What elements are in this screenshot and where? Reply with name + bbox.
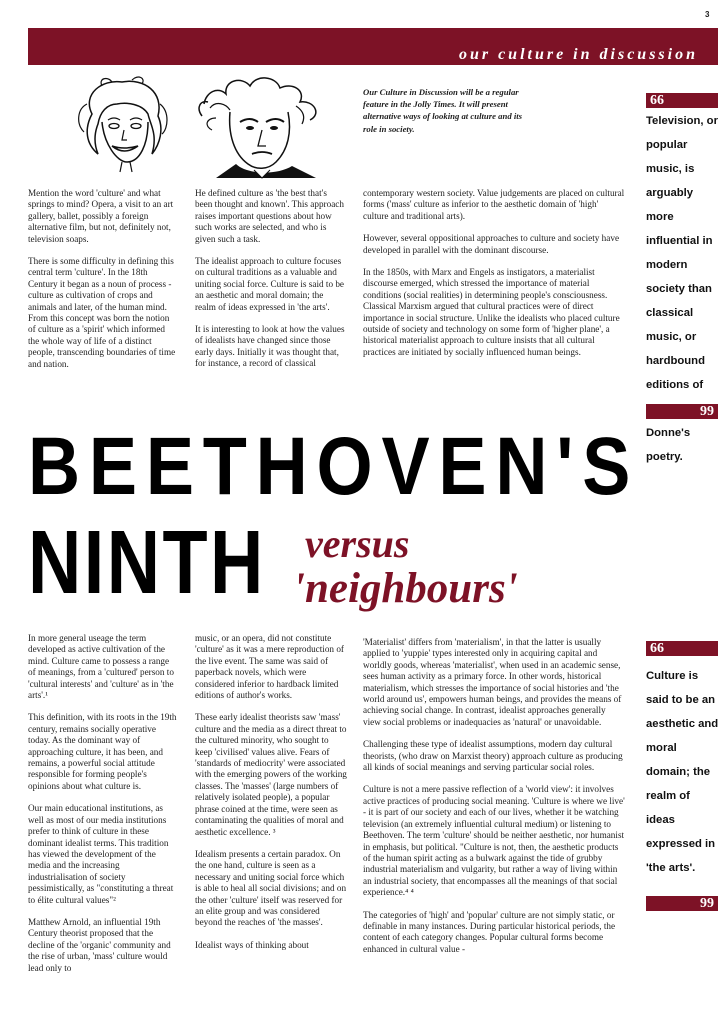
close-quote-icon: 99 bbox=[700, 896, 714, 911]
paragraph: Our main educational institutions, as well as most of our media institutions prefer to think of culture in these dominant idealist terms. This tradition has viewed the development of the media and the increasing industrialisation of society pessimistically, as "constituting a threat to élite cultural values"² bbox=[28, 803, 174, 905]
bottom-column-1 bbox=[28, 633, 178, 985]
bottom-column-2 bbox=[195, 633, 347, 962]
pull-quote-close-mark bbox=[646, 404, 718, 419]
paragraph: Challenging these type of idealist assumptions, modern day cultural theorists, (who draw on Marxist theory) approach culture as producing all kinds of social meanings and serving particular social roles. bbox=[363, 739, 623, 773]
page-number: 3 bbox=[705, 10, 710, 19]
paragraph: He defined culture as 'the best that's been thought and known'. This approach raises important questions about how such works are selected, and who is given such a task. bbox=[195, 188, 344, 244]
paragraph: music, or an opera, did not constitute 'culture' as it was a mere reproduction of the live event. The same was said of paperback novels, which were considered inferior to hardback limited editions of author's works. bbox=[195, 633, 344, 701]
paragraph: There is some difficulty in defining this central term 'culture'. In the 18th Century it began as a noun of process - culture as cultivation of crops and animals and later, of the human mind. From this concept was born the notion of culture as a 'spirit' which informed the whole way of life of a distinct people, transcending boundaries of time and nation. bbox=[28, 256, 176, 369]
intro-blurb: Our Culture in Discussion will be a regular feature in the Jolly Times. It will present alternative ways of looking at culture and its role in society. bbox=[363, 87, 523, 134]
pull-quote-open-mark bbox=[646, 93, 718, 108]
paragraph: However, several oppositional approaches to culture and society have developed in parallel with the dominant discourse. bbox=[363, 233, 620, 255]
pull-quote-1: Television, or popular music, is arguably more influential in modern society than classical music, or hardbound editions of Donne's poetry. bbox=[646, 115, 718, 463]
paragraph: contemporary western society. Value judgements are placed on cultural forms ('mass' culture as inferior to the aesthetic domain of 'high' culture and traditional arts). bbox=[363, 188, 625, 221]
beethoven-caricature-illustration bbox=[196, 74, 331, 179]
paragraph: Idealism presents a certain paradox. On the one hand, culture is seen as a necessary and uniting social force which is able to heal all social divisions; and on the other 'culture' itself was reserved for an elite group and was considered beyond the reaches of 'the masses'. bbox=[195, 848, 347, 928]
headline-beethovens: BEETHOVEN'S bbox=[28, 421, 640, 512]
section-banner bbox=[28, 28, 718, 65]
paragraph: Mention the word 'culture' and what springs to mind? Opera, a visit to an art gallery, ballet, possibly a foreign alternative film, but not, definitely not, television soaps. bbox=[28, 188, 174, 244]
close-quote-icon: 99 bbox=[700, 404, 714, 419]
pull-quote-open-mark bbox=[646, 641, 718, 656]
paragraph: The idealist approach to culture focuses on cultural traditions as a valuable and uniting social force. Culture is said to be an aesthetic and moral domain; the realm of ideas expressed in 'the arts'. bbox=[195, 256, 345, 312]
paragraph: It is interesting to look at how the values of idealists have changed since those early days. Initially it was thought that, for instance, a record of classical bbox=[195, 324, 345, 369]
paragraph: Matthew Arnold, an influential 19th Century theorist proposed that the decline of the 'organic' community and the rise of urban, 'mass' culture would lead only to bbox=[28, 916, 171, 973]
top-column-1 bbox=[28, 188, 178, 381]
paragraph: In more general useage the term developed as active cultivation of the mind. Culture came to possess a range of meanings, from a 'cultured' person to 'cultural interests' and 'culture' as in 'the arts'.¹ bbox=[28, 633, 174, 701]
headline-ninth: NINTH bbox=[28, 513, 266, 613]
paragraph: Idealist ways of thinking about bbox=[195, 939, 309, 950]
paragraph: In the 1850s, with Marx and Engels as instigators, a materialist discourse emerged, which stressed the importance of material conditions (social realities) in determining people's consciousness. Classical Marxism argued that cultural practices were of direct importance in social structure. Unlike the idealists who placed culture outside of society and technology on some form of 'higher plane', a historical materialist approach to culture insists that all cultural practices are initiated by socially influenced human beings. bbox=[363, 267, 620, 357]
top-column-3 bbox=[363, 188, 625, 369]
open-quote-icon: 66 bbox=[650, 641, 664, 656]
headline-versus: versus bbox=[305, 521, 410, 566]
banner-title: our culture in discussion bbox=[458, 46, 698, 63]
pull-quote-close-mark bbox=[646, 896, 718, 911]
paragraph: These early idealist theorists saw 'mass' culture and the media as a direct threat to the cultured minority, who sought to keep 'civilised' values alive. Fears of 'standards of mediocrity' were associated with the emerging powers of the working classes. The 'masses' (large numbers of relatively isolated people), a popular phrase coined at the time, were seen as contaminating the qualities of moral and aesthetic excellence. ³ bbox=[195, 712, 347, 837]
headline-line-1 bbox=[28, 423, 718, 511]
woman-caricature-illustration bbox=[72, 74, 172, 174]
pull-quote-2: Culture is said to be an aesthetic and moral domain; the realm of ideas expressed in 'the arts'. bbox=[646, 670, 719, 874]
headline-neighbours: 'neighbours' bbox=[293, 565, 518, 612]
open-quote-icon: 66 bbox=[650, 93, 664, 108]
top-column-2 bbox=[195, 188, 345, 381]
paragraph: 'Materialist' differs from 'materialism', in that the latter is usually applied to 'yuppie' types interested only in acquiring capital and worldly goods, whereas 'materialist', when used in an academic sense, sees human activity as a primary force. In other words, historical materialism, which stresses the importance of social histories and 'the world around us', empowers human beings, and provides the means of achieving social change. In contrast, idealist approaches generally view social problems or inadequacies as 'natural' or unavoidable. bbox=[363, 637, 622, 727]
paragraph: Culture is not a mere passive reflection of a 'world view': it involves active practices of producing social meaning. 'Culture is where we live' - it is part of our society and each of our lives, whether it be watching television (an extremely influential cultural medium) or listening to Beethoven. The term 'culture' should be neither aesthetic, nor humanist in emphasis, but political. "Culture is not, then, the aesthetic products of the human spirit acting as a bulwark against the tide of grubby industrial materialism and vulgarity, but rather a way of living within an industrial society, that encompasses all the meanings of that social experience.⁴ ⁴ bbox=[363, 784, 625, 898]
bottom-column-3 bbox=[363, 637, 625, 966]
paragraph: The categories of 'high' and 'popular' culture are not simply static, or definable in many instances. During particular historical periods, the content of each category changes. Popular cultural forms become enhanced in cultural value - bbox=[363, 909, 616, 954]
paragraph: This definition, with its roots in the 19th century, remains socially operative today. As the dominant way of approaching culture, it has been, and remains, a powerful social attitude responsible for forming people's opinions about what culture is. bbox=[28, 712, 177, 791]
